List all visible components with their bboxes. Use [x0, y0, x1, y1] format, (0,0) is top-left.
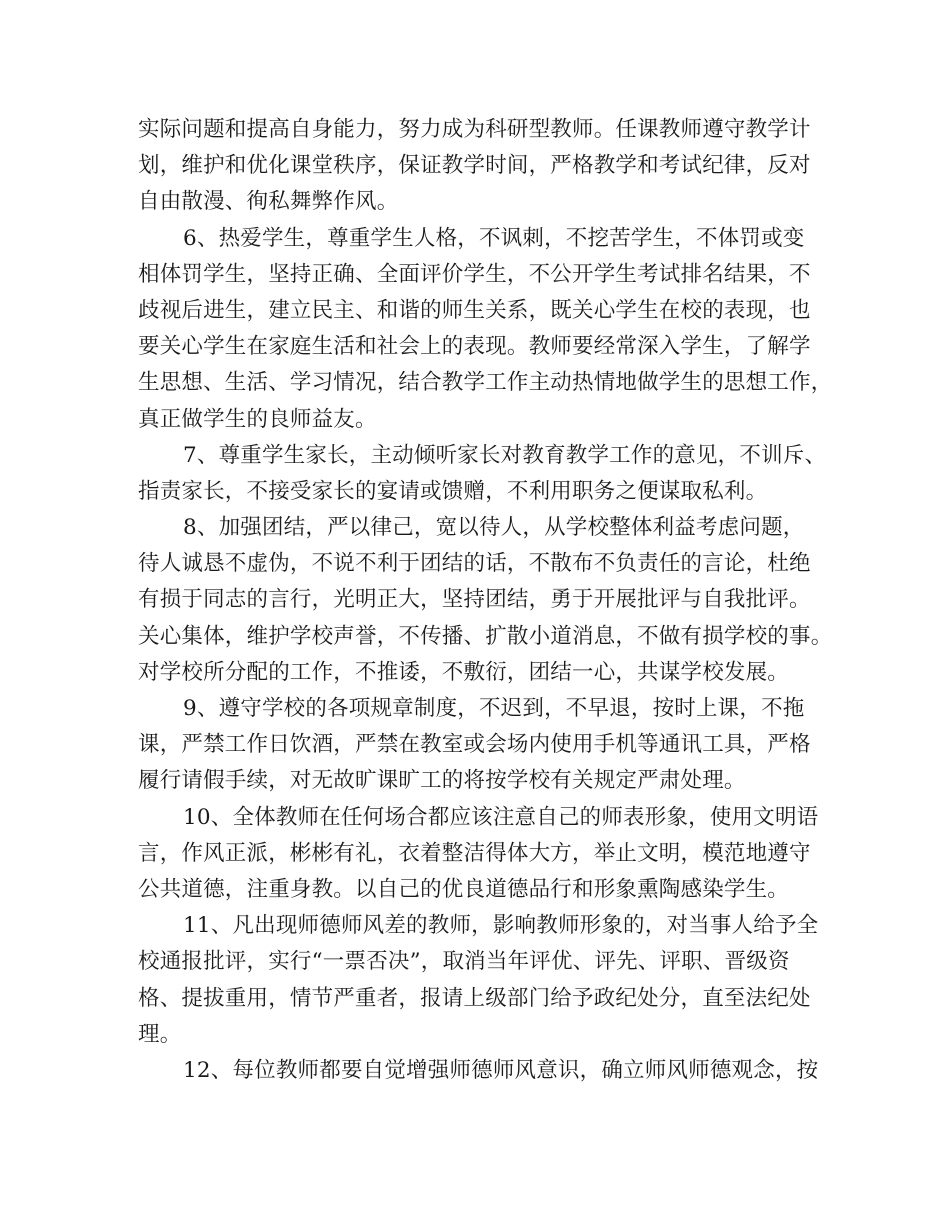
text-line: 歧视后进生，建立民主、和谐的师生关系，既关心学生在校的表现，也: [138, 297, 811, 323]
text-line: 划，维护和优化课堂秩序，保证教学时间，严格教学和考试纪律，反对: [138, 153, 811, 179]
text-line: 自由散漫、徇私舞弊作风。: [138, 189, 399, 215]
text-line: 格、提拔重用，情节严重者，报请上级部门给予政纪处分，直至法纪处: [138, 985, 811, 1011]
text-line: 课，严禁工作日饮酒，严禁在教室或会场内使用手机等通讯工具，严格: [138, 732, 811, 758]
text-line: 公共道德，注重身教。以自己的优良道德品行和形象熏陶感染学生。: [138, 876, 790, 902]
body-text: [138, 112, 833, 1089]
paragraph-12-start: 12、每位教师都要自觉增强师德师风意识，确立师风师德观念，按: [183, 1057, 819, 1083]
text-line: 校通报批评，实行“一票否决”，取消当年评优、评先、评职、晋级资: [138, 949, 790, 975]
text-line: 真正做学生的良师益友。: [138, 406, 377, 432]
text-line: 要关心学生在家庭生活和社会上的表现。教师要经常深入学生，了解学: [138, 334, 811, 360]
text-line: 有损于同志的言行，光明正大，坚持团结，勇于开展批评与自我批评。: [138, 587, 811, 613]
paragraph-8-start: 8、加强团结，严以律己，宽以待人，从学校整体利益考虑问题，: [183, 515, 805, 541]
paragraph-7-start: 7、尊重学生家长，主动倾听家长对教育教学工作的意见，不训斥、: [183, 442, 827, 468]
text-line: 相体罚学生，坚持正确、全面评价学生，不公开学生考试排名结果，不: [138, 261, 811, 287]
text-line: 生思想、生活、学习情况，结合教学工作主动热情地做学生的思想工作，: [138, 370, 833, 396]
paragraph-10-start: 10、全体教师在任何场合都应该注意自己的师表形象，使用文明语: [183, 804, 819, 830]
text-line: 关心集体，维护学校声誉，不传播、扩散小道消息，不做有损学校的事。: [138, 623, 833, 649]
paragraph-6-start: 6、热爱学生，尊重学生人格，不讽刺，不挖苦学生，不体罚或变: [183, 225, 805, 251]
text-line: 实际问题和提高自身能力，努力成为科研型教师。任课教师遵守教学计: [138, 117, 811, 142]
text-line: 言，作风正派，彬彬有礼，衣着整洁得体大方，举止文明，模范地遵守: [138, 840, 811, 866]
text-line: 履行请假手续，对无故旷课旷工的将按学校有关规定严肃处理。: [138, 768, 746, 794]
text-line: 指责家长，不接受家长的宴请或馈赠，不利用职务之便谋取私利。: [138, 478, 768, 504]
paragraph-9-start: 9、遵守学校的各项规章制度，不迟到，不早退，按时上课，不拖: [183, 696, 805, 721]
paragraph-11-start: 11、凡出现师德师风差的教师，影响教师形象的，对当事人给予全: [183, 913, 819, 939]
text-line: 待人诚恳不虚伪，不说不利于团结的话，不散布不负责任的言论，杜绝: [138, 551, 811, 577]
text-line: 理。: [138, 1021, 182, 1047]
text-line: 对学校所分配的工作，不推诿，不敷衍，团结一心，共谋学校发展。: [138, 659, 790, 685]
